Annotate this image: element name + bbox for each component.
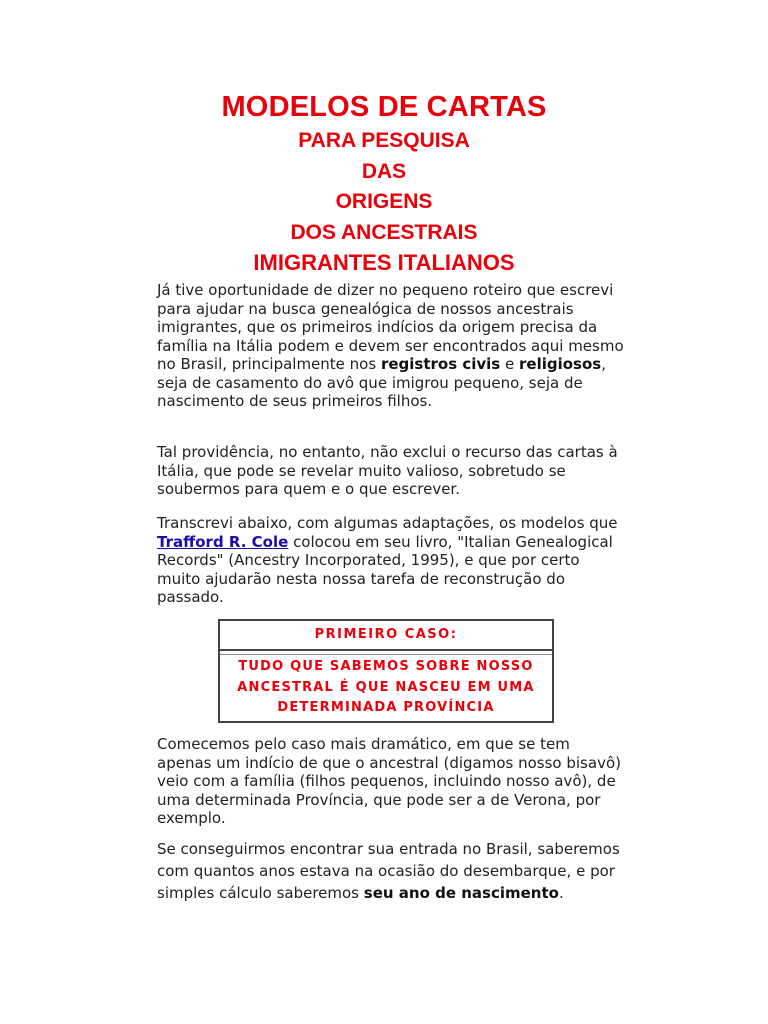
subtitle-line-5: IMIGRANTES ITALIANOS	[253, 250, 515, 275]
arrival-text-b: .	[558, 884, 564, 902]
models-text-b: colocou em seu livro, "Italian Genealogical Records" (Ancestry Incorporated, 1995), e que por certo muito ajudarão nesta nossa tarefa de reconstrução do passado.	[157, 532, 613, 606]
subtitle-line-4: DOS ANCESTRAIS	[290, 220, 478, 244]
arrival-paragraph	[157, 838, 627, 904]
letters-paragraph: Tal providência, no entanto, não exclui o recurso das cartas à Itália, que pode se revelar muito valioso, sobretudo se soubermos para quem e o que escrever.	[157, 443, 618, 498]
dramatic-case-paragraph: Comecemos pelo caso mais dramático, em que se tem apenas um indício de que o ancestral (digamos nosso bisavô) veio com a família (filhos pequenos, incluindo nosso avô), de uma determinada Província, que pode ser a de Verona, por exemplo.	[157, 735, 621, 827]
page-title: MODELOS DE CARTAS	[221, 91, 547, 123]
intro-text-c: , seja de casamento do avô que imigrou pequeno, seja de nascimento de seus primeiros filhos.	[157, 355, 606, 410]
birth-year-emphasis: seu ano de nascimento	[363, 884, 559, 902]
intro-paragraph	[157, 281, 627, 411]
models-text-a: Transcrevi abaixo, com algumas adaptações, os modelos que	[157, 514, 618, 532]
arrival-text-a: Se conseguirmos encontrar sua entrada no Brasil, saberemos com quantos anos estava na ocasião do desembarque, e por simples cálculo saberemos	[157, 840, 620, 902]
subtitle-line-1: PARA PESQUISA	[298, 129, 470, 152]
case-description: TUDO QUE SABEMOS SOBRE NOSSO ANCESTRAL É QUE NASCEU EM UMA DETERMINADA PROVÍNCIA	[220, 654, 552, 721]
case-heading: PRIMEIRO CASO:	[220, 621, 552, 651]
models-paragraph	[157, 514, 627, 607]
religious-records-emphasis: religiosos	[519, 355, 602, 373]
subtitle-line-3: ORIGENS	[335, 190, 433, 213]
intro-text-a: Já tive oportunidade de dizer no pequeno roteiro que escrevi para ajudar na busca genealógica de nossos ancestrais imigrantes, que os primeiros indícios da origem precisa da família na Itália podem e devem ser encontrados aqui mesmo no Brasil, principalmente nos	[157, 281, 624, 373]
intro-text-b: e	[500, 355, 520, 373]
title-block	[0, 88, 768, 279]
civil-records-emphasis: registros civis	[380, 355, 501, 373]
case-box	[218, 619, 554, 723]
subtitle-line-2: DAS	[361, 159, 407, 183]
author-link[interactable]: Trafford R. Cole	[157, 532, 289, 551]
